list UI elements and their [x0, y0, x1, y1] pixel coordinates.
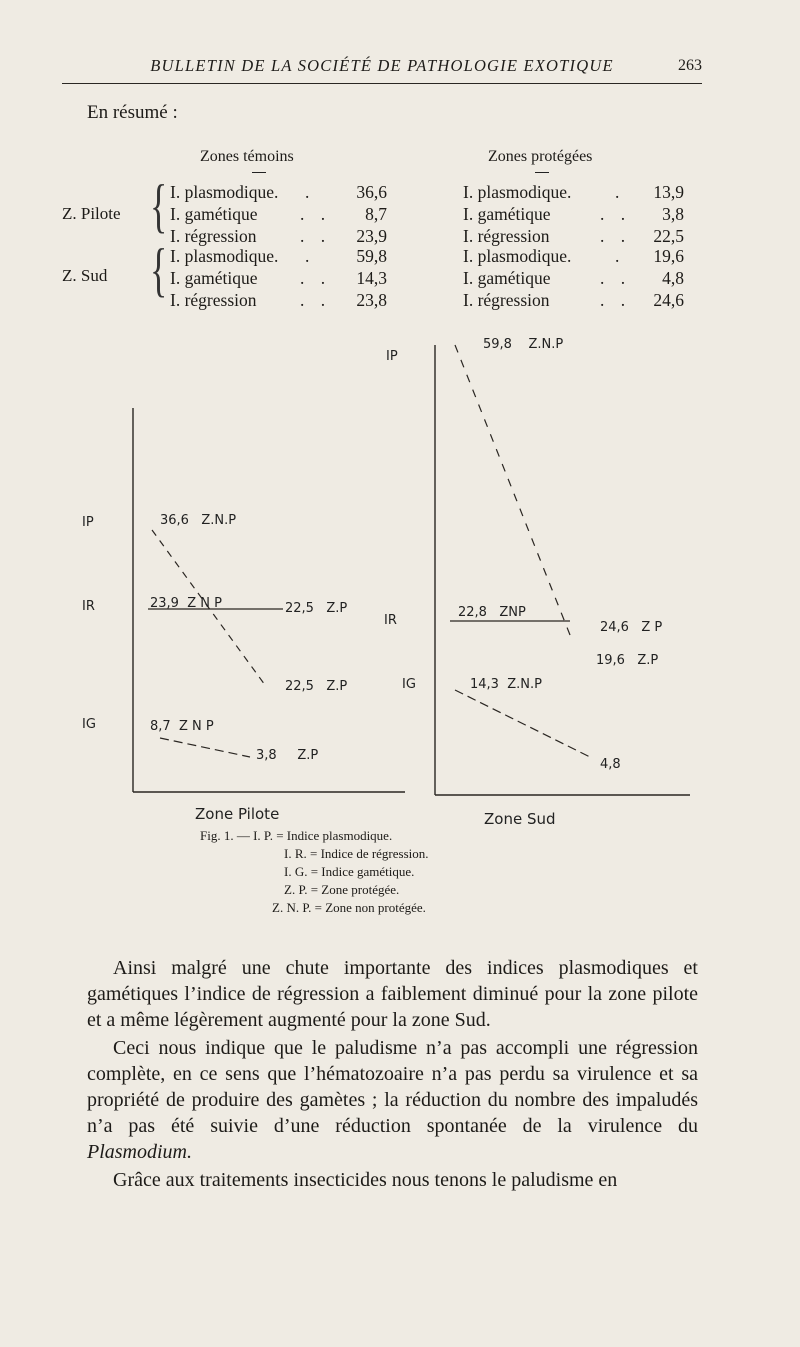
ir-zp-label-pilote: 22,5 Z.P — [285, 601, 348, 616]
caption-line: Fig. 1. — I. P. = Indice plasmodique. — [200, 828, 393, 843]
axis-label-ig-sud: IG — [402, 677, 416, 692]
zone-pilote-label: Zone Pilote — [195, 805, 280, 823]
ig-decline-line-pilote — [160, 738, 250, 757]
leader-dots: . . — [600, 204, 632, 224]
zone-label-pilote: Z. Pilote — [62, 204, 121, 223]
zone-label-sud: Z. Sud — [62, 266, 108, 285]
leader-dots: . — [305, 246, 316, 266]
axis-label-ig-pilote: IG — [82, 717, 96, 732]
axis-label-ir-sud: IR — [384, 613, 397, 628]
leader-dots: . . — [600, 226, 632, 246]
row-label: I. régression — [170, 226, 257, 246]
ig-zp-label-pilote: 3,8 Z.P — [256, 748, 319, 763]
leader-dots: . — [615, 246, 626, 266]
paragraph — [87, 1035, 698, 1165]
ip-znp-label-sud: 59,8 Z.N.P — [483, 337, 564, 352]
brace: { — [150, 172, 168, 239]
leader-dots: . . — [300, 226, 332, 246]
summary-heading: En résumé : — [87, 102, 178, 123]
row-label: I. régression — [170, 290, 257, 310]
caption-line: Z. N. P. = Zone non protégée. — [272, 900, 426, 915]
value-temoins: 36,6 — [356, 182, 387, 202]
column-header-protegees: Zones protégées — [488, 148, 593, 165]
value-protegees: 24,6 — [653, 290, 684, 310]
ip-decline-line-sud — [455, 345, 572, 640]
ig-zp-label-sud: 4,8 — [600, 757, 621, 772]
axis-label-ip-sud: IP — [386, 349, 398, 364]
ip-zp-label-sud: 19,6 Z.P — [596, 653, 659, 668]
ip-znp-label-pilote: 36,6 Z.N.P — [160, 513, 237, 528]
value-protegees: 13,9 — [653, 182, 684, 202]
row-label: I. plasmodique. — [170, 182, 279, 202]
row-label: I. gamétique — [170, 268, 258, 288]
page-number: 263 — [678, 57, 702, 74]
ir-zp-label-sud: 24,6 Z P — [600, 620, 663, 635]
row-label-protegees: I. plasmodique. — [463, 246, 572, 266]
value-protegees: 22,5 — [653, 226, 684, 246]
ig-decline-line-sud — [455, 690, 592, 758]
value-protegees: 4,8 — [662, 268, 684, 288]
row-label: I. plasmodique. — [170, 246, 279, 266]
caption-line: Z. P. = Zone protégée. — [284, 882, 400, 897]
caption-line: I. G. = Indice gamétique. — [284, 864, 415, 879]
paragraph: Grâce aux traitements insecticides nous tenons le paludisme en — [113, 1169, 618, 1191]
row-label-protegees: I. régression — [463, 290, 550, 310]
brace: { — [150, 236, 168, 303]
column-header-temoins: Zones témoins — [200, 148, 294, 165]
value-temoins: 23,9 — [356, 226, 387, 246]
row-label: I. gamétique — [170, 204, 258, 224]
ig-znp-label-pilote: 8,7 Z N P — [150, 719, 214, 734]
leader-dots: . — [305, 182, 316, 202]
italic-term: Plasmodium. — [87, 1141, 192, 1163]
value-protegees: 19,6 — [653, 246, 684, 266]
value-temoins: 8,7 — [365, 204, 387, 224]
row-label-protegees: I. gamétique — [463, 268, 551, 288]
leader-dots: . . — [600, 268, 632, 288]
caption-line: I. R. = Indice de régression. — [284, 846, 429, 861]
row-label-protegees: I. plasmodique. — [463, 182, 572, 202]
ig-znp-label-sud: 14,3 Z.N.P — [470, 677, 542, 692]
leader-dots: . . — [300, 290, 332, 310]
body-text — [87, 955, 698, 1193]
row-label-protegees: I. gamétique — [463, 204, 551, 224]
ir-zp-end-label-pilote: 22,5 Z.P — [285, 679, 348, 694]
paragraph: Ainsi malgré une chute importante des indices plasmodiques et gamétiques l’indice de régression a faiblement diminué pour la zone pilote et a même légèrement augmenté pour la zone Sud. — [87, 957, 698, 1031]
journal-title: BULLETIN DE LA SOCIÉTÉ DE PATHOLOGIE EXOTIQUE — [150, 56, 614, 75]
axis-label-ir-pilote: IR — [82, 599, 95, 614]
leader-dots: . . — [300, 204, 332, 224]
ir-znp-label-pilote: 23,9 Z N P — [150, 596, 222, 611]
figure-caption — [200, 827, 429, 917]
value-temoins: 59,8 — [356, 246, 387, 266]
zone-sud-label: Zone Sud — [484, 810, 556, 828]
paragraph-text: Ceci nous indique que le paludisme n’a pas accompli une régression complète, en ce sens que l’hématozoaire n’a pas perdu sa virulence et sa propriété de produire des gamètes ; la réduction du nombre des impaludés n’a pas été suivie d’une réduction spontanée de la virulence du — [87, 1037, 698, 1137]
row-label-protegees: I. régression — [463, 226, 550, 246]
value-protegees: 3,8 — [662, 204, 684, 224]
leader-dots: . — [615, 182, 626, 202]
ir-znp-label-sud: 22,8 ZNP — [458, 605, 526, 620]
leader-dots: . . — [300, 268, 332, 288]
value-temoins: 23,8 — [356, 290, 387, 310]
panel-zone-sud — [435, 345, 690, 795]
leader-dots: . . — [600, 290, 632, 310]
axis-label-ip-pilote: IP — [82, 515, 94, 530]
value-temoins: 14,3 — [356, 268, 387, 288]
